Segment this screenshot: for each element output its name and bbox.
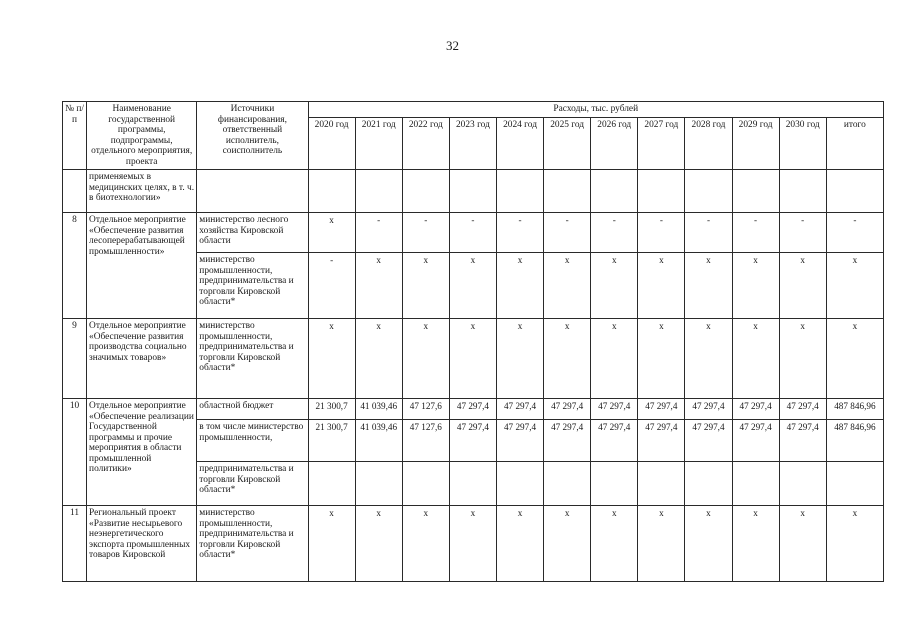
page-number: 32 (446, 38, 459, 53)
cell-value: - (779, 213, 826, 253)
header-year: 2023 год (449, 118, 496, 170)
cell-value: - (591, 213, 638, 253)
header-name: Наименование государственной программы, подпрограммы, отдельного мероприятия, проекта (87, 102, 197, 170)
cell-value: 47 297,4 (449, 399, 496, 420)
cell-value: 47 297,4 (685, 420, 732, 462)
cell-value: х (308, 213, 355, 253)
cell-no: 10 (63, 399, 87, 506)
cell-value: 47 297,4 (544, 399, 591, 420)
cell-name: Региональный проект «Развитие несырьевого неэнергетического экспорта промышленных товаров Кировской (87, 506, 197, 582)
cell-value: х (308, 506, 355, 582)
cell-value: х (449, 253, 496, 319)
cell-value: 21 300,7 (308, 399, 355, 420)
cell-value: х (638, 253, 685, 319)
cell-value: х (779, 319, 826, 399)
header-sources: Источники финансирования, ответственный исполнитель, соисполнитель (197, 102, 308, 170)
cell-name: применяемых в медицинских целях, в т. ч. в биотехнологии» (87, 170, 197, 213)
cell-value: - (732, 213, 779, 253)
cell-value: х (449, 506, 496, 582)
cell-value: 487 846,96 (826, 420, 883, 462)
cell-value: х (591, 253, 638, 319)
header-year: 2030 год (779, 118, 826, 170)
cell-value: х (732, 253, 779, 319)
header-year: 2026 год (591, 118, 638, 170)
cell-value: 487 846,96 (826, 399, 883, 420)
cell-source (197, 170, 308, 213)
cell-value: х (544, 253, 591, 319)
cell-value: 47 297,4 (732, 420, 779, 462)
cell-value: х (402, 506, 449, 582)
cell-value: 47 297,4 (591, 420, 638, 462)
cell-value: х (355, 253, 402, 319)
cell-value: 47 297,4 (544, 420, 591, 462)
cell-value: 47 297,4 (638, 399, 685, 420)
cell-value: - (544, 213, 591, 253)
header-year: 2025 год (544, 118, 591, 170)
cell-value: х (591, 319, 638, 399)
cell-source: предпринимательства и торговли Кировской области* (197, 462, 308, 506)
cell-value: 47 297,4 (496, 399, 543, 420)
cell-value: х (402, 319, 449, 399)
table-row-continuation (63, 170, 884, 213)
cell-no (63, 170, 87, 213)
cell-value: х (826, 253, 883, 319)
header-year: 2021 год (355, 118, 402, 170)
cell-value: х (779, 253, 826, 319)
budget-table (62, 101, 884, 582)
cell-source: министерство лесного хозяйства Кировской области (197, 213, 308, 253)
cell-value: х (732, 506, 779, 582)
cell-no: 9 (63, 319, 87, 399)
table-row-8a (63, 213, 884, 253)
cell-value: - (826, 213, 883, 253)
cell-value: 47 297,4 (496, 420, 543, 462)
cell-value: х (826, 506, 883, 582)
cell-value: х (638, 506, 685, 582)
cell-source: министерство промышленности, предпринимательства и торговли Кировской области* (197, 506, 308, 582)
cell-value: х (826, 319, 883, 399)
cell-name: Отдельное мероприятие «Обеспечение развития лесоперерабатывающей промышленности» (87, 213, 197, 319)
cell-value: 41 039,46 (355, 420, 402, 462)
cell-value: - (355, 213, 402, 253)
cell-source: в том числе министерство промышленности, (197, 420, 308, 462)
header-year: 2029 год (732, 118, 779, 170)
cell-value: х (638, 319, 685, 399)
cell-source: министерство промышленности, предпринимательства и торговли Кировской области* (197, 253, 308, 319)
cell-value: 47 127,6 (402, 420, 449, 462)
cell-value: 47 127,6 (402, 399, 449, 420)
cell-value: х (732, 319, 779, 399)
cell-value: х (685, 253, 732, 319)
cell-value: 47 297,4 (732, 399, 779, 420)
header-row-1 (63, 102, 884, 118)
cell-value: 41 039,46 (355, 399, 402, 420)
cell-value: - (638, 213, 685, 253)
cell-value: х (496, 253, 543, 319)
cell-name: Отдельное мероприятие «Обеспечение реализации Государственной программы и прочие мероприятия в области промышленной политики» (87, 399, 197, 506)
cell-value: - (496, 213, 543, 253)
cell-value: - (685, 213, 732, 253)
cell-value: х (449, 319, 496, 399)
cell-value: 21 300,7 (308, 420, 355, 462)
header-total: итого (826, 118, 883, 170)
header-year: 2022 год (402, 118, 449, 170)
cell-value: х (355, 506, 402, 582)
cell-value: х (779, 506, 826, 582)
cell-source: областной бюджет (197, 399, 308, 420)
table-row-10a (63, 399, 884, 420)
header-year: 2028 год (685, 118, 732, 170)
cell-value: х (308, 319, 355, 399)
cell-value: х (496, 319, 543, 399)
table-row-9 (63, 319, 884, 399)
cell-value: 47 297,4 (591, 399, 638, 420)
cell-value: х (685, 319, 732, 399)
cell-no: 11 (63, 506, 87, 582)
cell-value: х (496, 506, 543, 582)
header-no: № п/п (63, 102, 87, 170)
header-year: 2024 год (496, 118, 543, 170)
cell-value: х (685, 506, 732, 582)
header-year: 2020 год (308, 118, 355, 170)
cell-value: 47 297,4 (779, 399, 826, 420)
table-row-11 (63, 506, 884, 582)
cell-value: х (591, 506, 638, 582)
cell-value: 47 297,4 (449, 420, 496, 462)
cell-value: 47 297,4 (638, 420, 685, 462)
cell-value: - (308, 253, 355, 319)
cell-value: - (449, 213, 496, 253)
header-expenses: Расходы, тыс. рублей (308, 102, 883, 118)
cell-value: 47 297,4 (685, 399, 732, 420)
cell-source: министерство промышленности, предпринимательства и торговли Кировской области* (197, 319, 308, 399)
header-year: 2027 год (638, 118, 685, 170)
cell-value: х (355, 319, 402, 399)
cell-no: 8 (63, 213, 87, 319)
cell-value: - (402, 213, 449, 253)
cell-value: х (402, 253, 449, 319)
cell-value: х (544, 319, 591, 399)
cell-value: 47 297,4 (779, 420, 826, 462)
cell-name: Отдельное мероприятие «Обеспечение развития производства социально значимых товаров» (87, 319, 197, 399)
cell-value: х (544, 506, 591, 582)
